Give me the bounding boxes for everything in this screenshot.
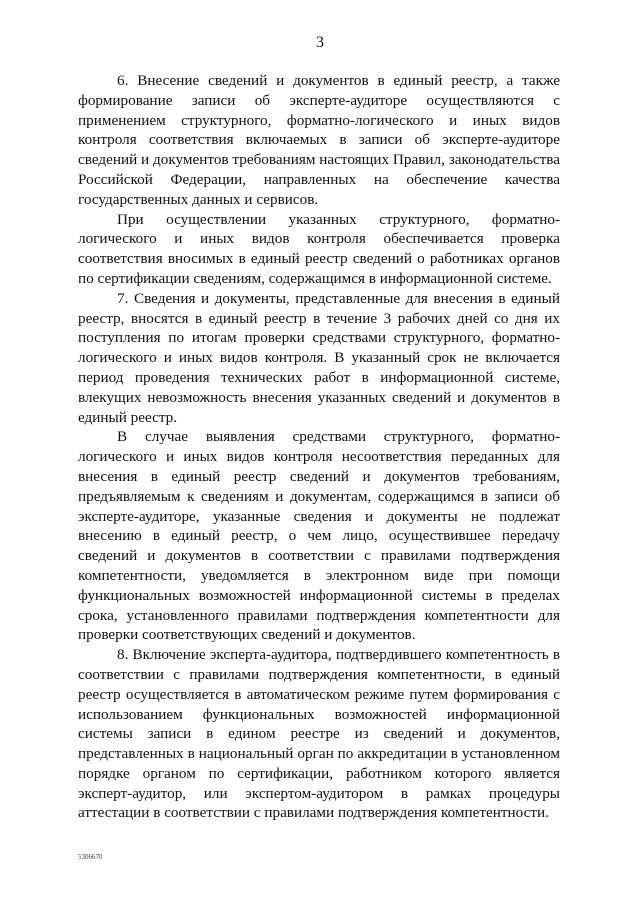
paragraph-section-6: 6. Внесение сведений и документов в единый реестр, а также формирование записи об эксперте-аудиторе осуществляются с применением структурного, форматно-логического и иных видов контроля соответствия включаемых в записи об эксперте-аудиторе сведений и документов требованиям настоящих Правил, законодательства Российской Федерации, направленных на обеспечение качества государственных данных и сервисов. <box>78 72 560 208</box>
document-code: 5306670 <box>78 853 103 861</box>
page-number: 3 <box>316 34 324 51</box>
paragraph-nonconformity: В случае выявления средствами структурного, форматно-логического и иных видов контроля несоответствия переданных для внесения в единый реестр сведений и документов требованиям, предъявляемым к сведениям и документам, содержащимся в записи об эксперте-аудиторе, указанные сведения и документы не подлежат внесению в единый реестр, о чем лицо, осуществившее передачу сведений и документов в соответствии с правилами подтверждения компетентности, уведомляется в электронном виде при помощи функциональных возможностей информационной системы в пределах срока, установленного правилами подтверждения компетентности для проверки соответствующих сведений и документов. <box>78 428 560 644</box>
paragraph-section-8: 8. Включение эксперта-аудитора, подтвердившего компетентность в соответствии с правилами подтверждения компетентности, в единый реестр осуществляется в автоматическом режиме путем формирования с использованием функциональных возможностей информационной системы записи в едином реестре из сведений и документов, представленных в национальный орган по аккредитации в установленном порядке органом по сертификации, работником которого является эксперт-аудитор, или экспертом-аудитором в рамках процедуры аттестации в соответствии с правилами подтверждения компетентности. <box>78 646 560 822</box>
paragraph-control-check: При осуществлении указанных структурного, форматно-логического и иных видов контроля обеспечивается проверка соответствия вносимых в единый реестр сведений о работниках органов по сертификации сведениям, содержащимся в информационной системе. <box>78 210 560 287</box>
paragraph-section-7: 7. Сведения и документы, представленные для внесения в единый реестр, вносятся в единый реестр в течение 3 рабочих дней со дня их поступления по итогам проверки средствами структурного, форматно-логического и иных видов контроля. В указанный срок не включается период проведения технических работ в информационной системе, влекущих невозможность внесения указанных сведений и документов в единый реестр. <box>78 289 560 426</box>
document-body <box>78 71 560 823</box>
